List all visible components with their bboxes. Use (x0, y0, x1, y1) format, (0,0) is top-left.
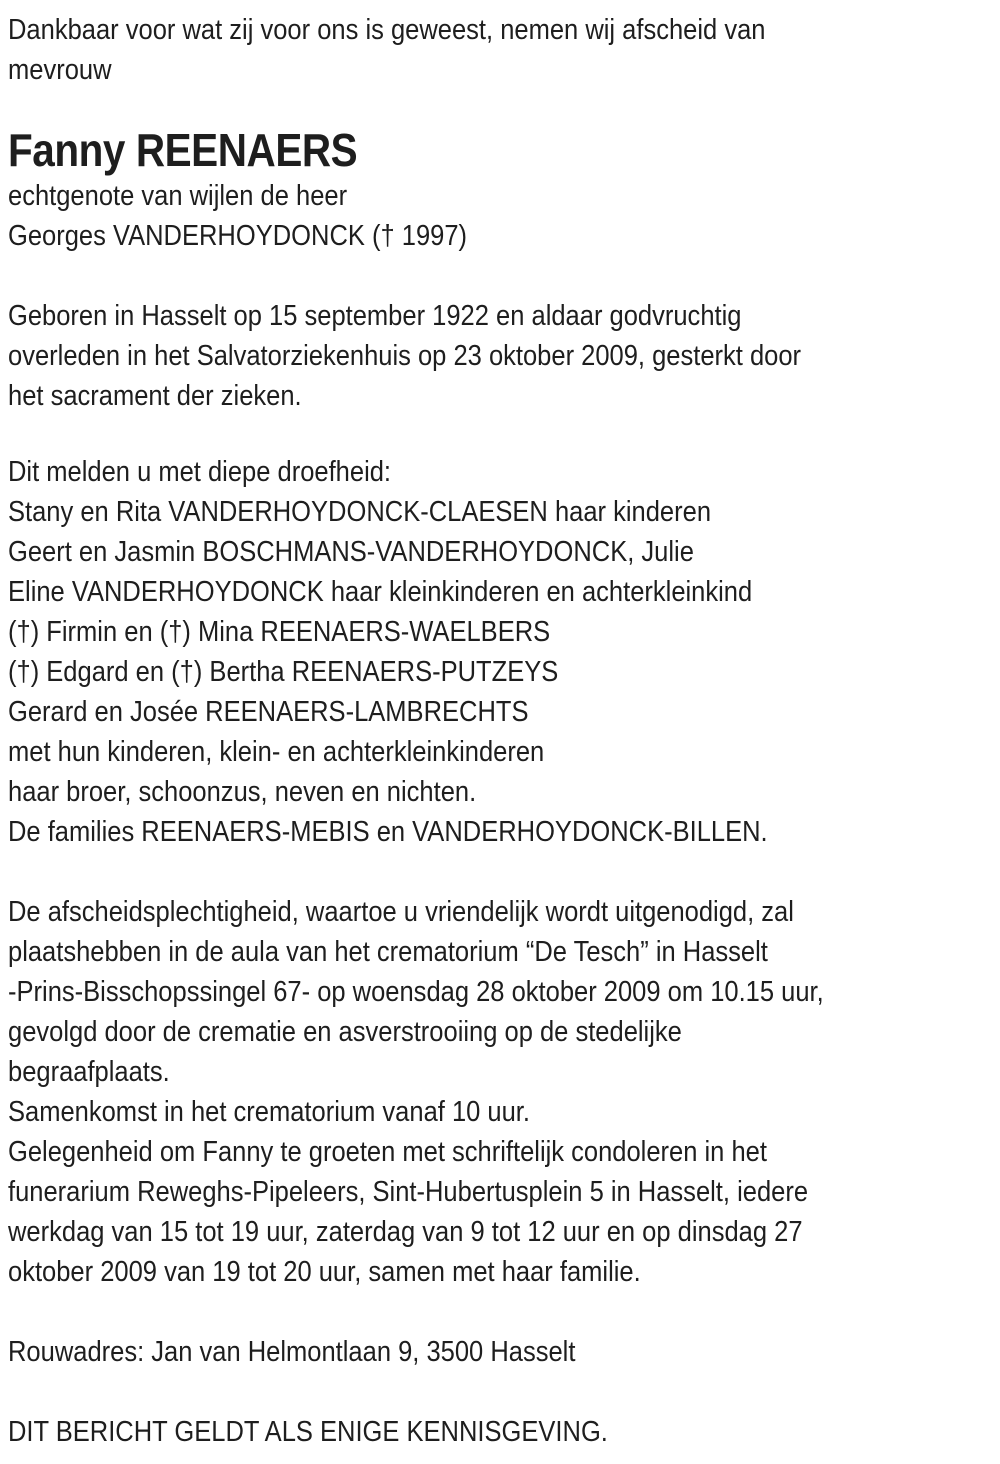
intro-paragraph (8, 10, 990, 90)
life-paragraph (8, 296, 990, 416)
family-line: De families REENAERS-MEBIS en VANDERHOYDONCK-BILLEN. (8, 816, 768, 848)
ceremony-line: De afscheidsplechtigheid, waartoe u vriendelijk wordt uitgenodigd, zal (8, 896, 794, 928)
life-line: Geboren in Hasselt op 15 september 1922 en aldaar godvruchtig (8, 300, 742, 332)
ceremony-line: oktober 2009 van 19 tot 20 uur, samen met haar familie. (8, 1256, 641, 1288)
family-line: Geert en Jasmin BOSCHMANS-VANDERHOYDONCK, Julie (8, 536, 694, 568)
ceremony-paragraph (8, 892, 990, 1292)
ceremony-line: funerarium Reweghs-Pipeleers, Sint-Hubertusplein 5 in Hasselt, iedere (8, 1176, 809, 1208)
ceremony-line: plaatshebben in de aula van het crematorium “De Tesch” in Hasselt (8, 936, 768, 968)
family-line: (†) Firmin en (†) Mina REENAERS-WAELBERS (8, 616, 551, 648)
ceremony-line: -Prins-Bisschopssingel 67- op woensdag 28 oktober 2009 om 10.15 uur, (8, 976, 824, 1008)
closing-statement: DIT BERICHT GELDT ALS ENIGE KENNISGEVING. (8, 1416, 608, 1448)
ceremony-line: Samenkomst in het crematorium vanaf 10 uur. (8, 1096, 530, 1128)
family-line: Dit melden u met diepe droefheid: (8, 456, 392, 488)
family-line: met hun kinderen, klein- en achterkleinkinderen (8, 736, 545, 768)
deceased-name: Fanny REENAERS (8, 124, 358, 176)
intro-line: mevrouw (8, 54, 112, 86)
ceremony-line: Gelegenheid om Fanny te groeten met schriftelijk condoleren in het (8, 1136, 767, 1168)
family-line: Stany en Rita VANDERHOYDONCK-CLAESEN haar kinderen (8, 496, 712, 528)
life-line: overleden in het Salvatorziekenhuis op 23 oktober 2009, gesterkt door (8, 340, 802, 372)
ceremony-line: werkdag van 15 tot 19 uur, zaterdag van 9 tot 12 uur en op dinsdag 27 (8, 1216, 803, 1248)
spouse-line: Georges VANDERHOYDONCK († 1997) (8, 220, 468, 252)
family-line: haar broer, schoonzus, neven en nichten. (8, 776, 477, 808)
life-line: het sacrament der zieken. (8, 380, 302, 412)
family-paragraph (8, 452, 990, 852)
intro-line: Dankbaar voor wat zij voor ons is geweest, nemen wij afscheid van (8, 14, 766, 46)
spouse-paragraph (8, 176, 990, 256)
family-line: Gerard en Josée REENAERS-LAMBRECHTS (8, 696, 529, 728)
spouse-line: echtgenote van wijlen de heer (8, 180, 348, 212)
mourning-address: Rouwadres: Jan van Helmontlaan 9, 3500 Hasselt (8, 1336, 576, 1368)
ceremony-line: gevolgd door de crematie en asverstrooiing op de stedelijke (8, 1016, 682, 1048)
family-line: (†) Edgard en (†) Bertha REENAERS-PUTZEYS (8, 656, 559, 688)
ceremony-line: begraafplaats. (8, 1056, 170, 1088)
family-line: Eline VANDERHOYDONCK haar kleinkinderen en achterkleinkind (8, 576, 753, 608)
